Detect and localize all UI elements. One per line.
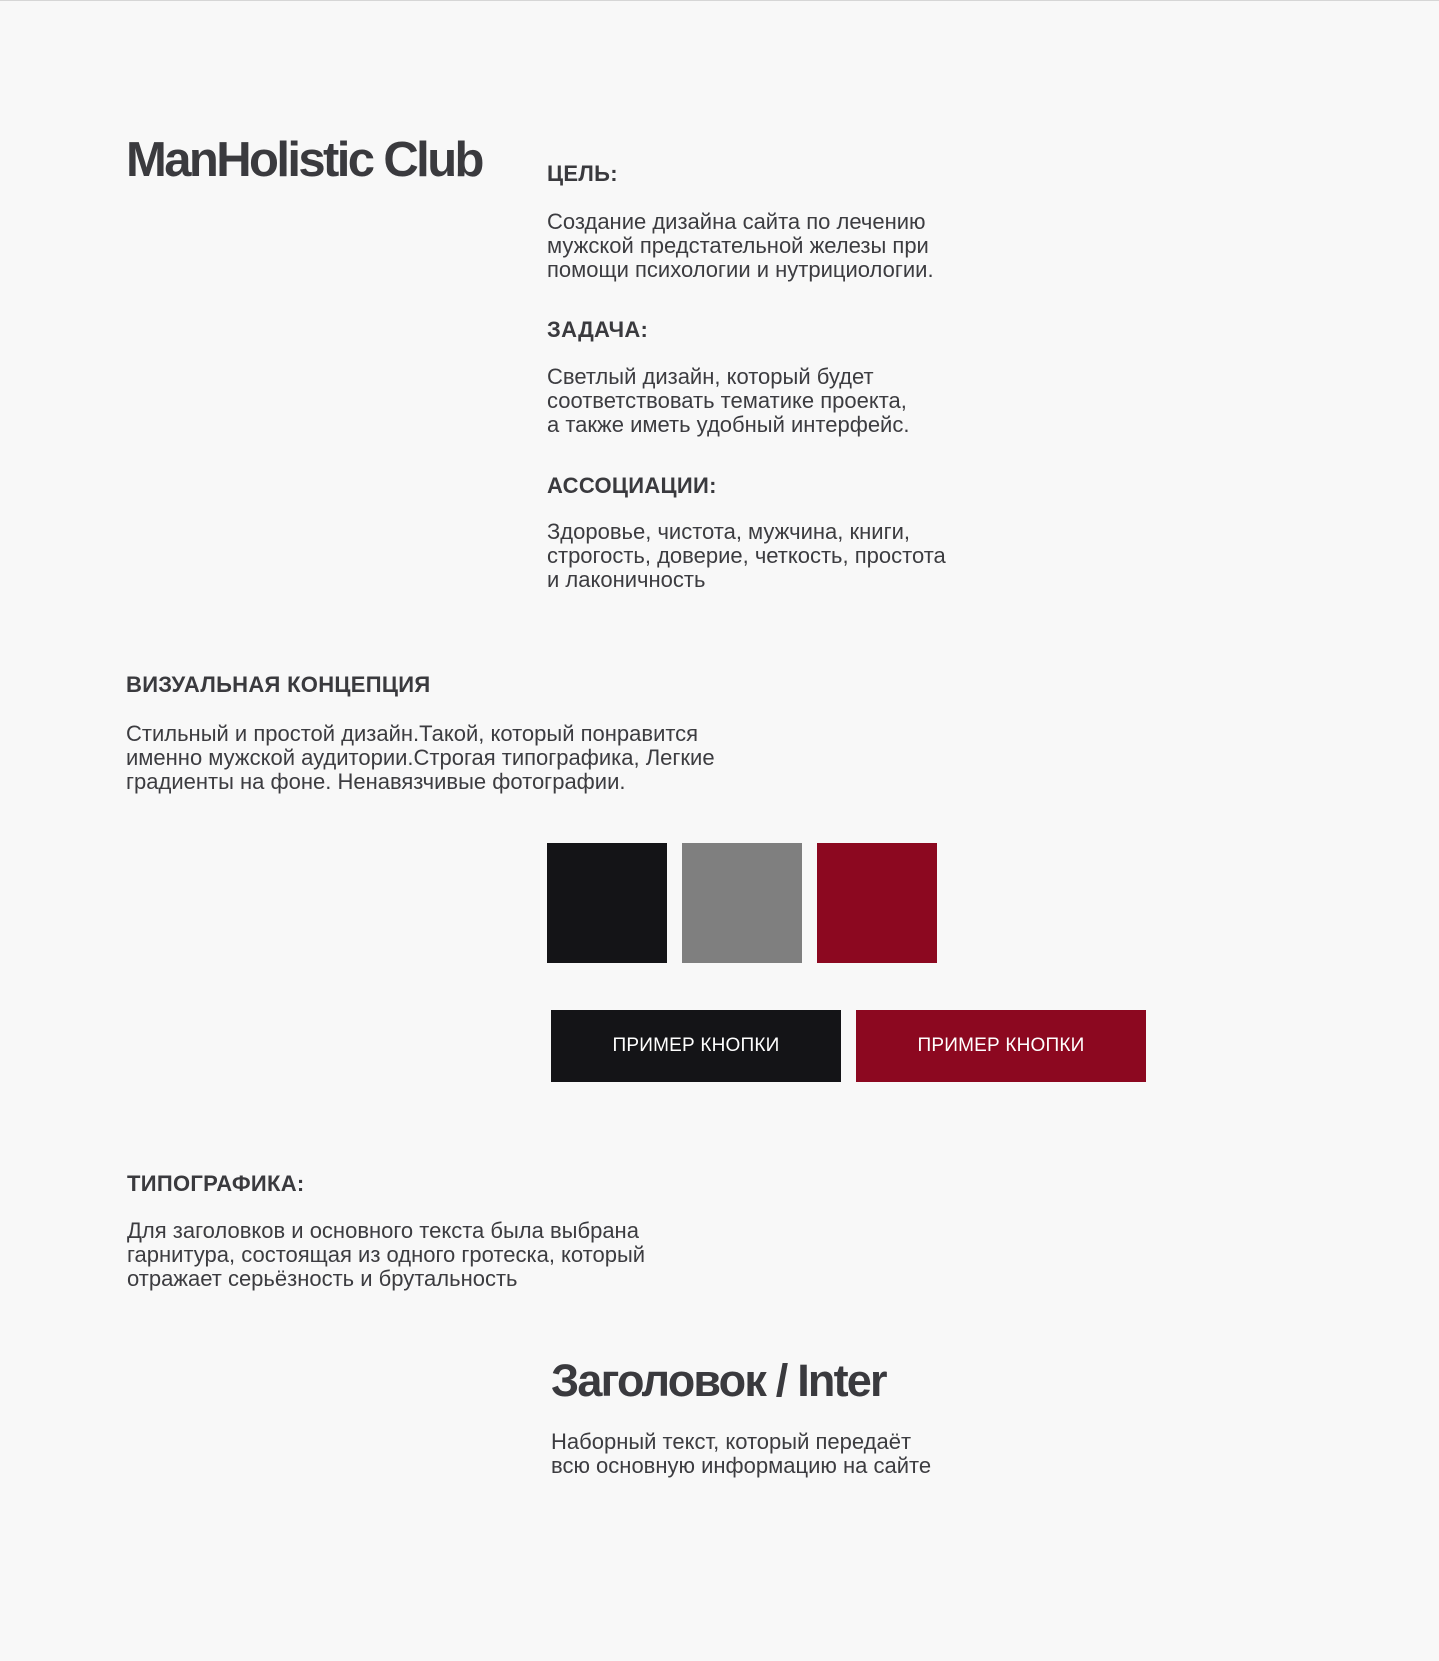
associations-heading: АССОЦИАЦИИ: [547, 473, 717, 498]
visual-concept-heading: ВИЗУАЛЬНАЯ КОНЦЕПЦИЯ [126, 672, 431, 697]
goal-text: Создание дизайна сайта по лечению мужской предстательной железы при помощи психологии и нутрициологии. [547, 209, 934, 282]
color-swatch-black [547, 843, 667, 963]
typography-text: Для заголовков и основного текста была выбрана гарнитура, состоящая из одного гротеска, который отражает серьёзность и брутальность [127, 1218, 646, 1291]
associations-text: Здоровье, чистота, мужчина, книги, строгость, доверие, четкость, простота и лаконичность [547, 519, 946, 592]
task-text: Светлый дизайн, который будет соответствовать тематике проекта, а также иметь удобный интерфейс. [547, 364, 910, 437]
goal-heading: ЦЕЛЬ: [547, 161, 618, 186]
brand-title: ManHolistic Club [126, 133, 482, 187]
task-heading: ЗАДАЧА: [547, 317, 649, 342]
top-divider [0, 0, 1439, 1]
example-button-red[interactable]: ПРИМЕР КНОПКИ [856, 1010, 1146, 1082]
typography-heading: ТИПОГРАФИКА: [127, 1171, 305, 1196]
visual-concept-text: Стильный и простой дизайн.Такой, который понравится именно мужской аудитории.Строгая типографика, Легкие градиенты на фоне. Ненавязчивые фотографии. [126, 721, 715, 794]
color-swatch-red [817, 843, 937, 963]
specimen-body-text: Наборный текст, который передаёт всю основную информацию на сайте [551, 1429, 932, 1478]
color-swatch-gray [682, 843, 802, 963]
example-button-dark[interactable]: ПРИМЕР КНОПКИ [551, 1010, 841, 1082]
specimen-heading: Заголовок / Inter [551, 1355, 886, 1406]
